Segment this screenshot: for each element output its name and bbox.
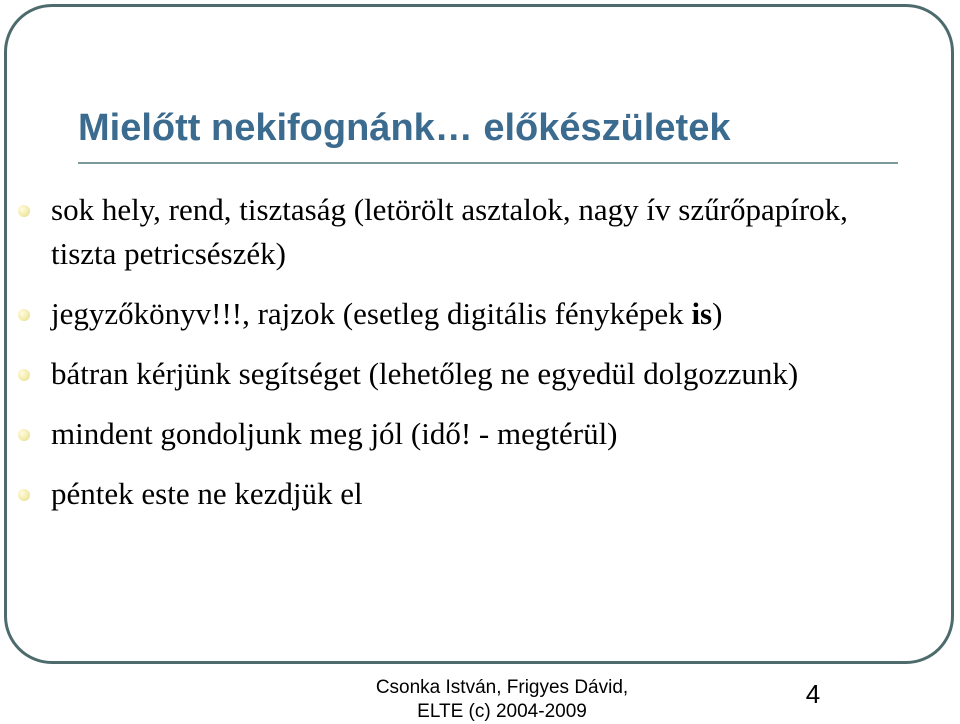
bullet-text-end: ) [712, 296, 723, 331]
footer-copyright: ELTE (c) 2004-2009 [417, 701, 587, 722]
bullet-list [18, 188, 918, 532]
footer-authors: Csonka István, Frigyes Dávid, [375, 677, 629, 698]
bullet-item-friday [18, 472, 918, 516]
bullet-text: péntek este ne kezdjük el [51, 476, 363, 511]
bullet-icon [18, 369, 30, 381]
title-divider [78, 162, 898, 164]
bullet-item-workspace [18, 188, 918, 276]
slide-title: Mielőtt nekifognánk… előkészületek [78, 107, 731, 149]
bullet-icon [18, 205, 30, 217]
page-number: 4 [805, 679, 821, 709]
slide-footer [352, 676, 652, 724]
bullet-item-notebook [18, 292, 918, 336]
bullet-text: bátran kérjünk segítséget (lehetőleg ne egyedül dolgozzunk) [51, 356, 799, 391]
bullet-item-planning [18, 412, 918, 456]
bullet-text: sok hely, rend, tisztaság (letörölt asztalok, nagy ív szűrőpapírok, tiszta petricsészék) [51, 192, 848, 271]
bullet-item-help [18, 352, 918, 396]
bullet-icon [18, 429, 30, 441]
bullet-text: mindent gondoljunk meg jól (idő! - megtérül) [51, 416, 618, 451]
bullet-text-start: jegyzőkönyv!!!, rajzok (esetleg digitális fényképek [51, 296, 692, 331]
bullet-icon [18, 309, 30, 321]
bullet-icon [18, 489, 30, 501]
bullet-emphasis: is [691, 296, 713, 331]
